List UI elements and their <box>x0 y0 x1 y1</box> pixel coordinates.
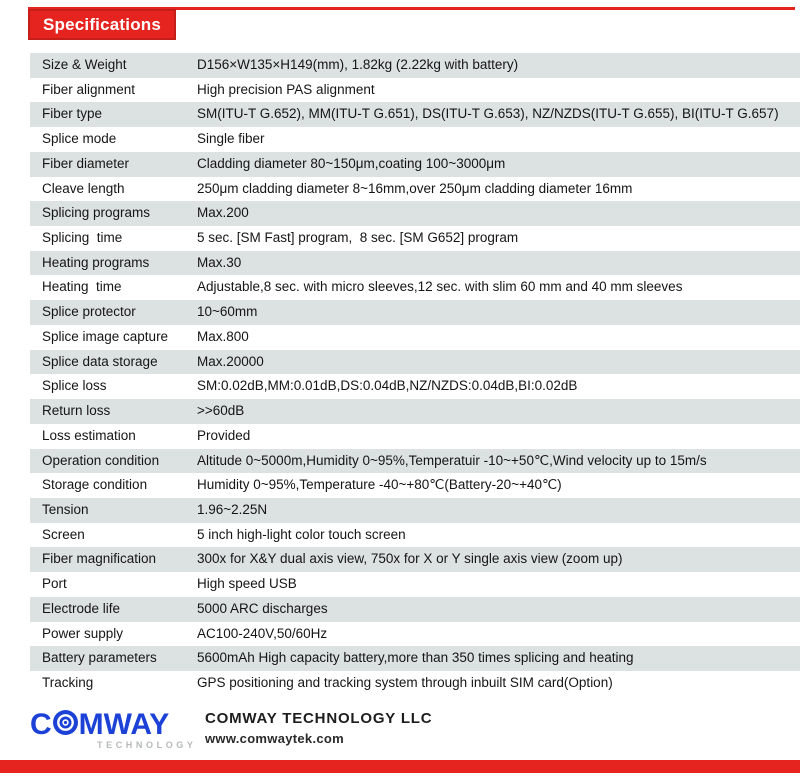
spec-label: Cleave length <box>42 180 125 196</box>
spec-label: Port <box>42 576 67 592</box>
spec-value: High speed USB <box>197 576 297 592</box>
specifications-title: Specifications <box>42 14 162 34</box>
spec-label: Tracking <box>42 674 94 690</box>
spec-label: Electrode life <box>42 600 121 616</box>
spec-label: Fiber magnification <box>42 551 157 567</box>
spec-value: 300x for X&Y dual axis view, 750x for X or Y single axis view (zoom up) <box>197 551 623 567</box>
spec-label: Splicing time <box>42 230 123 246</box>
spec-value: Adjustable,8 sec. with micro sleeves,12 sec. with slim 60 mm and 40 mm sleeves <box>197 279 683 295</box>
company-block <box>205 710 432 746</box>
spec-label: Heating programs <box>42 254 150 270</box>
spec-value: Single fiber <box>197 131 265 147</box>
spec-label: Splice image capture <box>42 328 169 344</box>
spec-value: 5600mAh High capacity battery,more than 350 times splicing and heating <box>197 650 634 666</box>
logo-letter-c: C <box>30 707 52 741</box>
table-row <box>30 547 800 572</box>
spec-value: >>60dB <box>197 403 245 419</box>
table-row <box>30 127 800 152</box>
spec-label: Battery parameters <box>42 650 157 666</box>
spec-label: Splice protector <box>42 304 136 320</box>
table-row <box>30 622 800 647</box>
spec-label: Screen <box>42 526 85 542</box>
table-row <box>30 399 800 424</box>
company-name: COMWAY TECHNOLOGY LLC <box>205 710 433 727</box>
table-row <box>30 102 800 127</box>
spec-label: Return loss <box>42 403 111 419</box>
spec-value: Max.800 <box>197 328 249 344</box>
table-row <box>30 498 800 523</box>
spec-value: AC100-240V,50/60Hz <box>197 625 328 641</box>
table-row <box>30 449 800 474</box>
spec-value: Cladding diameter 80~150μm,coating 100~3000μm <box>197 155 506 171</box>
comway-logo <box>30 708 200 750</box>
spec-label: Fiber alignment <box>42 81 136 97</box>
spec-label: Fiber type <box>42 106 103 122</box>
table-row <box>30 53 800 78</box>
table-row <box>30 251 800 276</box>
table-row <box>30 325 800 350</box>
spec-value: 5 sec. [SM Fast] program, 8 sec. [SM G652] program <box>197 230 519 246</box>
spec-value: Provided <box>197 427 251 443</box>
spec-value: 250μm cladding diameter 8~16mm,over 250μm cladding diameter 16mm <box>197 180 633 196</box>
spec-value: Max.200 <box>197 205 249 221</box>
spec-table <box>30 53 800 696</box>
logo-technology-subtext: TECHNOLOGY <box>97 740 197 750</box>
spec-value: 5000 ARC discharges <box>197 600 328 616</box>
table-row <box>30 201 800 226</box>
spec-label: Power supply <box>42 625 124 641</box>
spec-label: Size & Weight <box>42 57 127 72</box>
spec-value: Max.30 <box>197 254 242 270</box>
spec-label: Splice mode <box>42 131 117 147</box>
spec-value: 5 inch high-light color touch screen <box>197 526 406 542</box>
table-row <box>30 671 800 696</box>
spec-value: SM(ITU-T G.652), MM(ITU-T G.651), DS(ITU-T G.653), NZ/NZDS(ITU-T G.655), BI(ITU-T G.657) <box>197 106 779 122</box>
spec-label: Splice data storage <box>42 353 158 369</box>
table-row <box>30 78 800 103</box>
spec-value: D156×W135×H149(mm), 1.82kg (2.22kg with battery) <box>197 57 519 72</box>
specifications-badge <box>28 9 176 40</box>
table-row <box>30 300 800 325</box>
spec-value: High precision PAS alignment <box>197 81 375 97</box>
table-row <box>30 473 800 498</box>
table-row <box>30 424 800 449</box>
spec-label: Storage condition <box>42 477 148 493</box>
table-row <box>30 597 800 622</box>
logo-letters-mway: MWAY <box>78 707 170 741</box>
spec-label: Operation condition <box>42 452 160 468</box>
table-row <box>30 374 800 399</box>
spec-label: Fiber diameter <box>42 155 130 171</box>
spec-label: Splice loss <box>42 378 107 394</box>
table-row <box>30 350 800 375</box>
spec-value: Humidity 0~95%,Temperature -40~+80℃(Battery-20~+40℃) <box>197 477 562 493</box>
table-row <box>30 646 800 671</box>
spec-label: Tension <box>42 501 89 517</box>
spec-value: GPS positioning and tracking system through inbuilt SIM card(Option) <box>197 674 613 690</box>
table-row <box>30 275 800 300</box>
table-row <box>30 226 800 251</box>
spec-value: Max.20000 <box>197 353 264 369</box>
spec-label: Loss estimation <box>42 427 136 443</box>
company-website: www.comwaytek.com <box>205 731 344 746</box>
bullseye-o-icon <box>53 710 78 741</box>
spec-value: 1.96~2.25N <box>197 501 268 517</box>
comway-wordmark <box>30 708 200 741</box>
spec-value: 10~60mm <box>197 304 258 320</box>
bottom-red-bar <box>0 760 800 773</box>
table-row <box>30 572 800 597</box>
spec-label: Heating time <box>42 279 122 295</box>
spec-label: Splicing programs <box>42 205 151 221</box>
table-row <box>30 177 800 202</box>
table-row <box>30 523 800 548</box>
spec-value: Altitude 0~5000m,Humidity 0~95%,Temperatuir -10~+50℃,Wind velocity up to 15m/s <box>197 452 707 468</box>
spec-value: SM:0.02dB,MM:0.01dB,DS:0.04dB,NZ/NZDS:0.04dB,BI:0.02dB <box>197 378 578 394</box>
table-row <box>30 152 800 177</box>
